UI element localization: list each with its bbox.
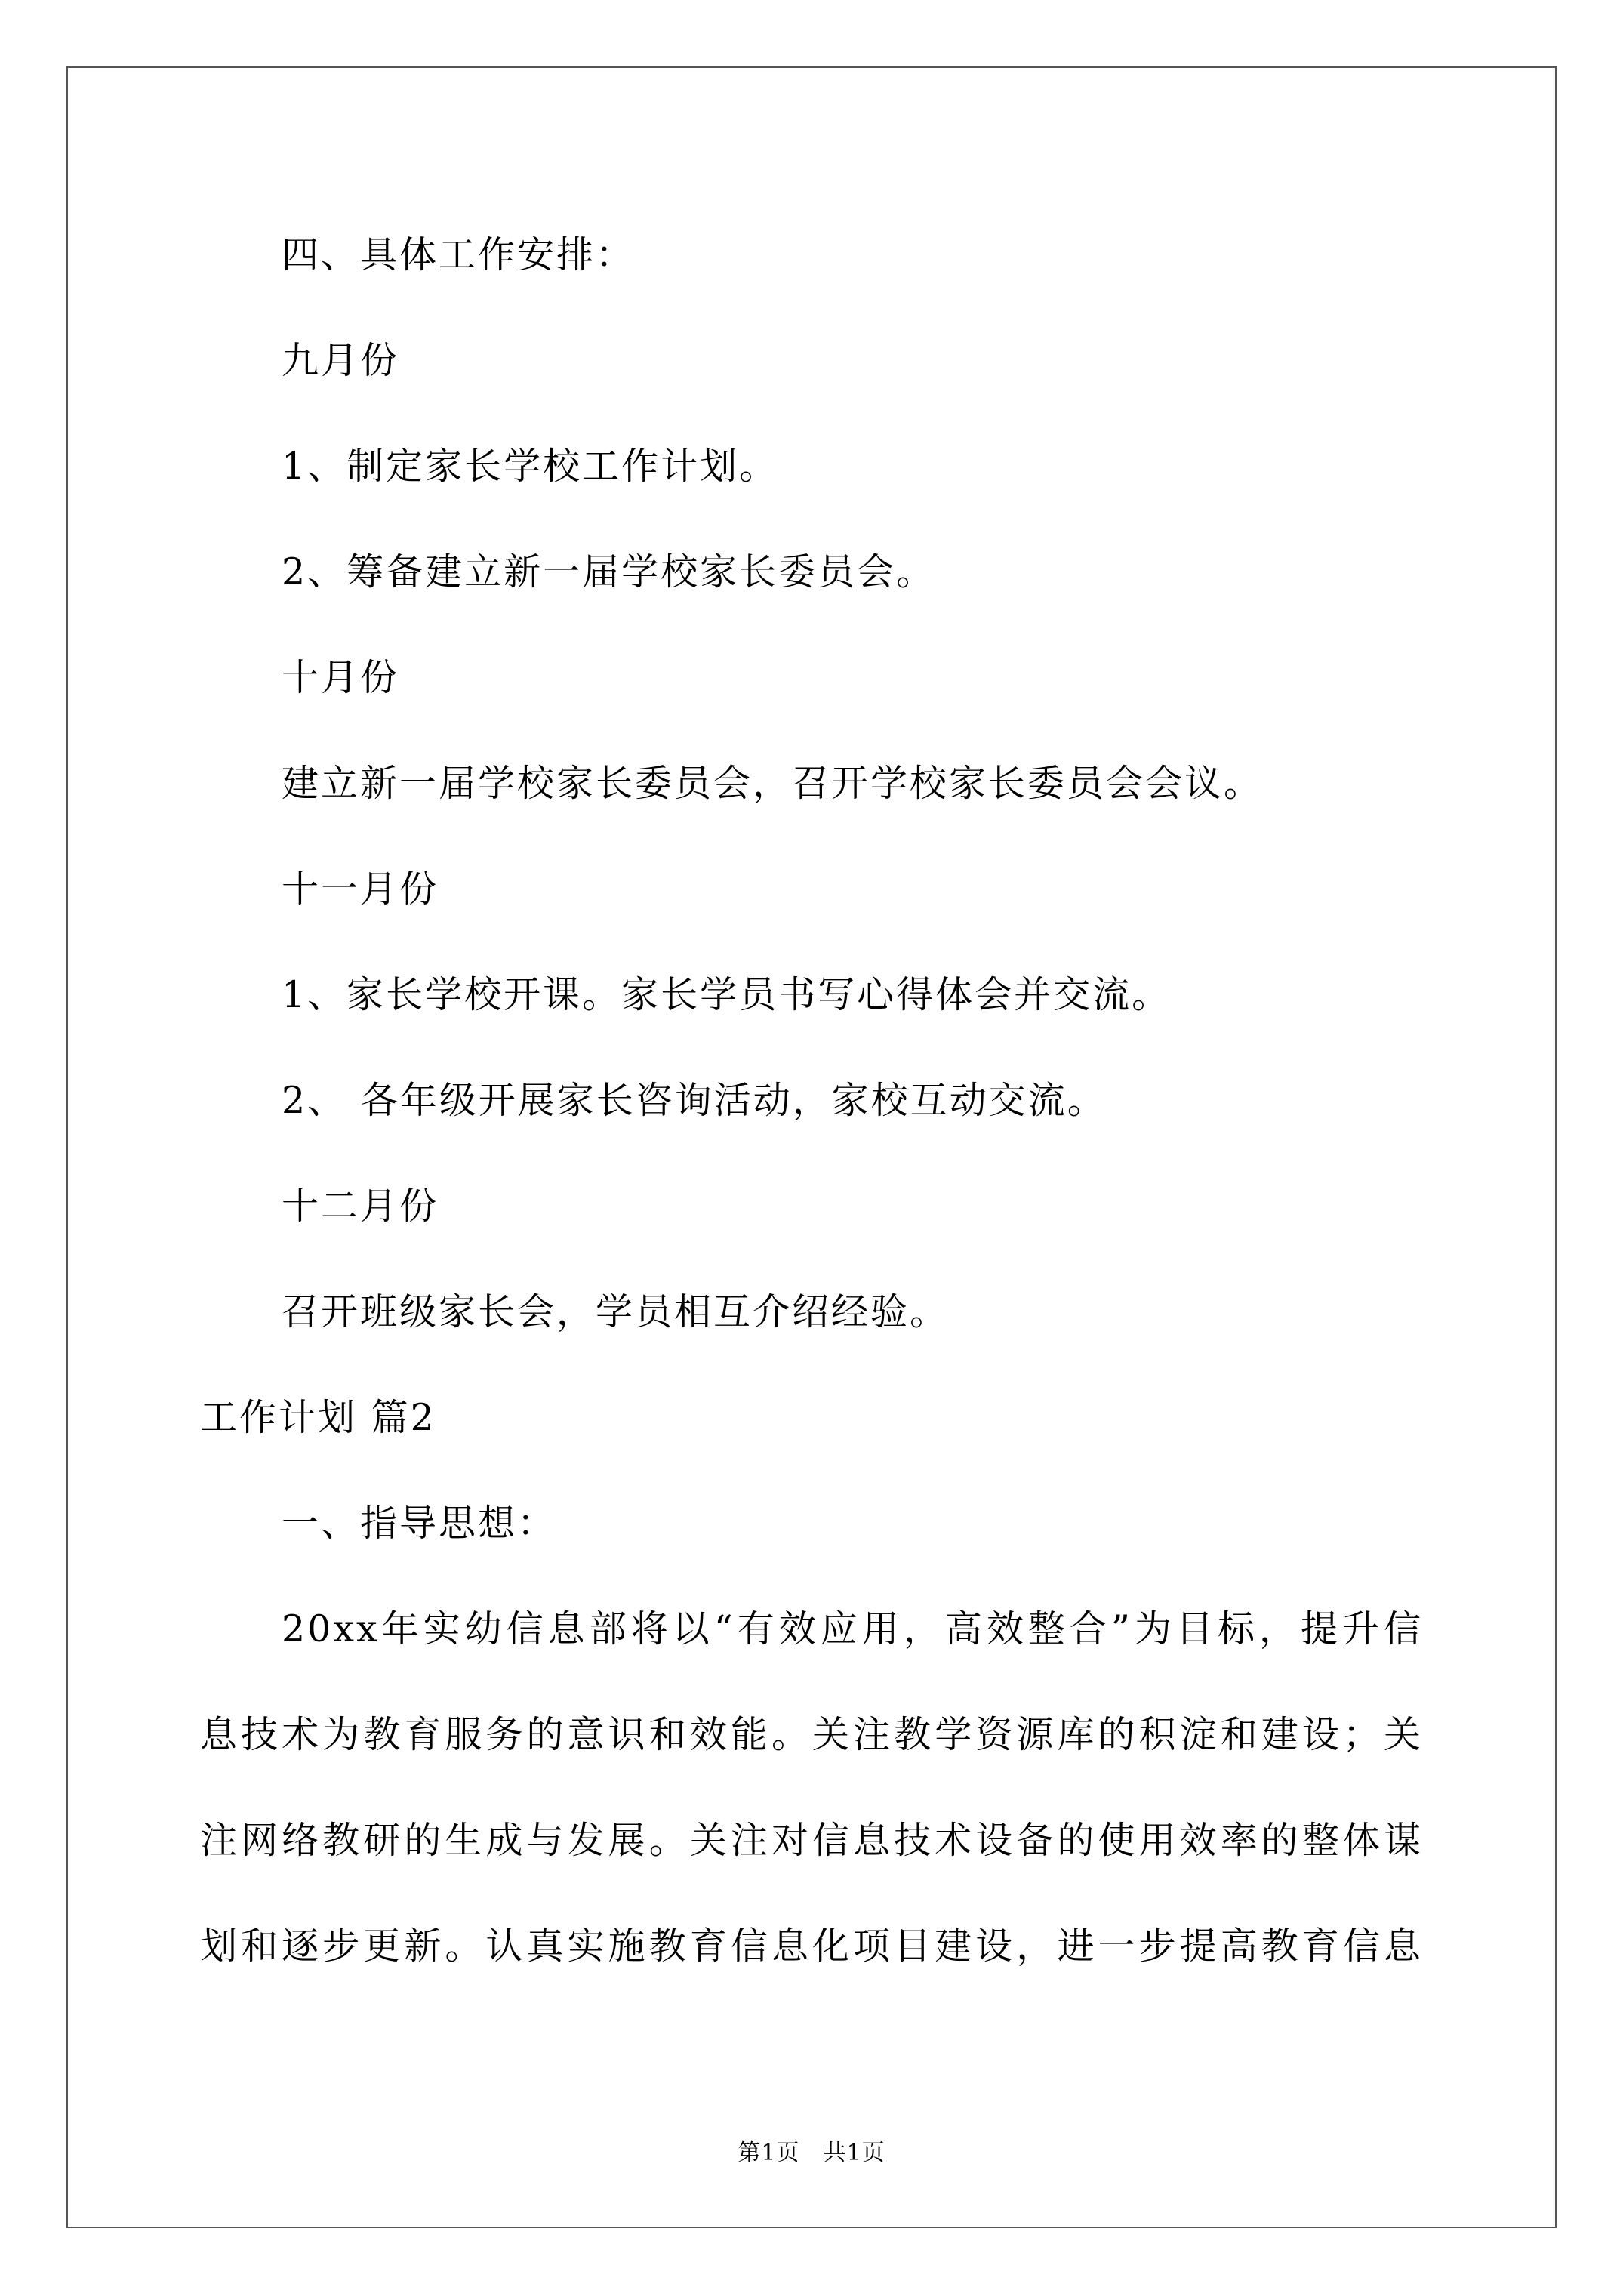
paragraph-line: 划和逐步更新。认真实施教育信息化项目建设，进一步提高教育信息 [200, 1925, 1423, 1968]
paragraph-line: 20xx年实幼信息部将以“有效应用，高效整合”为目标，提升信 [282, 1607, 1423, 1650]
subheading-guiding-thought: 一、指导思想： [282, 1502, 557, 1545]
list-item: 2、 各年级开展家长咨询活动，家校互动交流。 [282, 1079, 1107, 1122]
list-item: 2、筹备建立新一届学校家长委员会。 [282, 550, 936, 593]
paragraph-line: 注网络教研的生成与发展。关注对信息技术设备的使用效率的整体谋 [200, 1819, 1423, 1862]
text-line: 建立新一届学校家长委员会，召开学校家长委员会会议。 [282, 762, 1264, 805]
month-heading-october: 十月份 [282, 656, 400, 699]
month-heading-september: 九月份 [282, 339, 400, 382]
paragraph-line: 息技术为教育服务的意识和效能。关注教学资源库的积淀和建设；关 [200, 1713, 1423, 1756]
page-border [66, 66, 1557, 2228]
heading-work-arrangement: 四、具体工作安排： [282, 233, 636, 276]
month-heading-december: 十二月份 [282, 1185, 439, 1228]
list-item: 1、家长学校开课。家长学员书写心得体会并交流。 [282, 973, 1172, 1016]
section-title: 工作计划 篇2 [200, 1396, 436, 1439]
text-line: 召开班级家长会，学员相互介绍经验。 [282, 1290, 950, 1333]
month-heading-november: 十一月份 [282, 868, 439, 911]
list-item: 1、制定家长学校工作计划。 [282, 445, 779, 488]
page-number-footer: 第1页 共1页 [738, 2140, 885, 2166]
